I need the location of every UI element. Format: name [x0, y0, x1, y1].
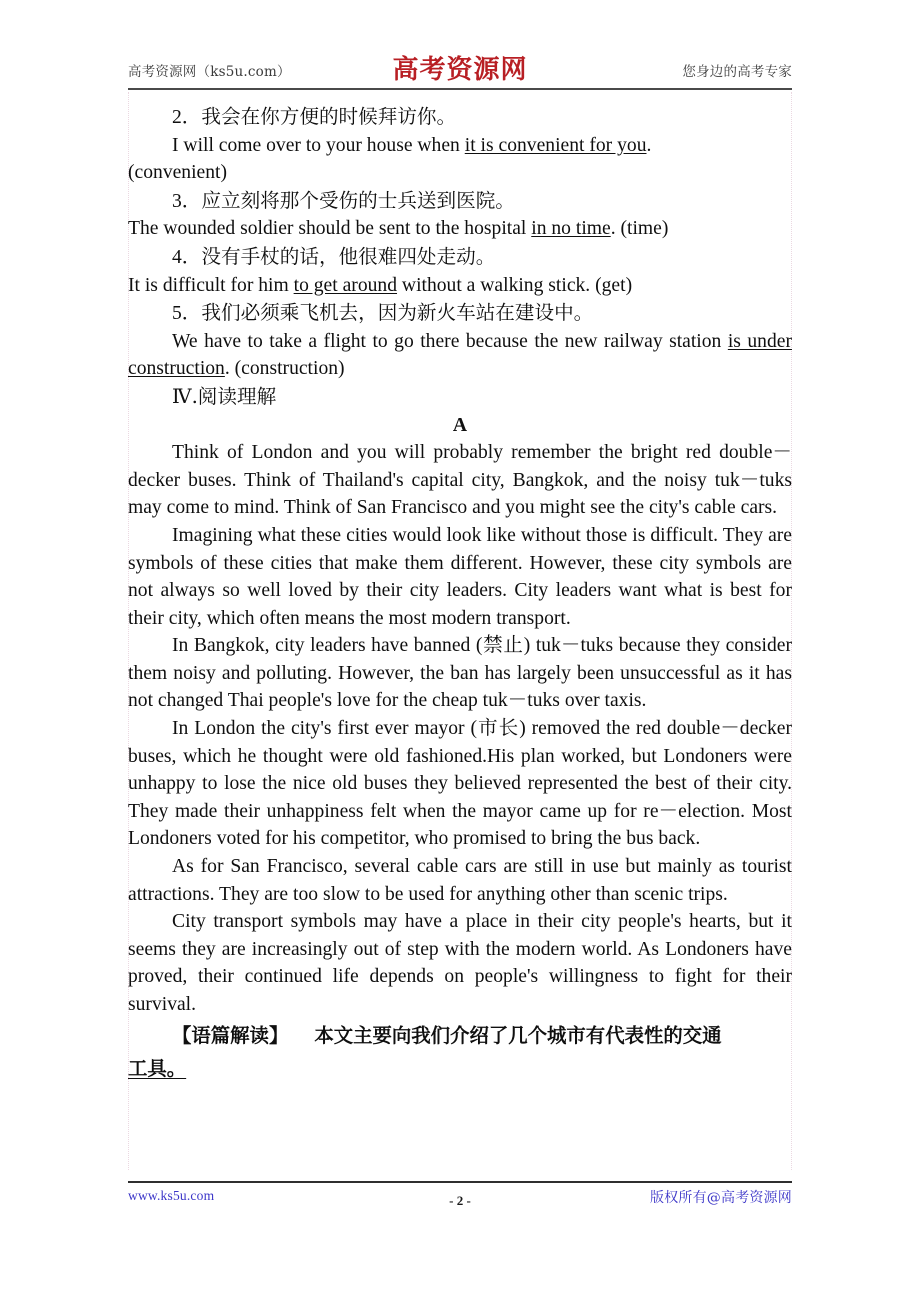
passage-paragraph-5: [128, 853, 792, 908]
exercise-2-english: [128, 132, 792, 187]
passage-paragraph-6-text: City transport symbols may have a place in their city people's hearts, but it seems they are increasingly out of step with the modern world. As Londoners have proved, their continued life depends on people's willingness to fight for their survival.: [128, 911, 792, 1015]
passage-label: A: [452, 414, 468, 436]
exercise-2-english-after: .: [646, 134, 652, 156]
header-slogan: 您身边的高考专家: [682, 64, 792, 80]
page-footer: [128, 1186, 792, 1214]
exercise-4-english-before: It is difficult for him: [128, 274, 294, 296]
reading-section-heading: [128, 383, 792, 412]
exercise-3-english-before: The wounded soldier should be sent to the hospital: [128, 218, 532, 240]
exercise-4-answer: to get around: [293, 274, 398, 296]
footer-copyright: 版权所有@高考资源网: [650, 1190, 792, 1206]
footer-url[interactable]: www.ks5u.com: [128, 1188, 215, 1203]
exercise-5-chinese: [128, 299, 792, 328]
analysis-text-line2: 工具。: [128, 1056, 187, 1080]
header-divider: [128, 88, 792, 90]
passage-paragraph-1: [128, 439, 792, 522]
page-number: - 2 -: [449, 1193, 471, 1208]
exercise-3-english-after: . (time): [610, 218, 669, 240]
exercise-4-english: [128, 272, 792, 300]
analysis-text-line1: 本文主要向我们介绍了几个城市有代表性的交通: [314, 1023, 722, 1047]
page-header: [128, 56, 792, 92]
exercise-2-english-before: I will come over to your house when: [172, 134, 465, 156]
exercise-5-english-before: We have to take a flight to go there because the new railway station: [172, 330, 728, 352]
passage-paragraph-4-text: In London the city's first ever mayor (市长) removed the red double－decker buses, which he thought were old fashioned.His plan worked, but Londoners were unhappy to lose the nice old buses they believed represented the best of their city. They made their unhappiness felt when the mayor came up for re－election. Most Londoners voted for his competitor, who promised to bring the bus back.: [128, 718, 792, 850]
passage-paragraph-4: [128, 715, 792, 853]
exercise-3-chinese: [128, 187, 792, 216]
exercise-2-hint: (convenient): [128, 162, 228, 184]
exercise-5-english: [128, 328, 792, 383]
passage-paragraph-3: [128, 632, 792, 715]
passage-paragraph-1-text: Think of London and you will probably remember the bright red double－decker buses. Think of Thailand's capital city, Bangkok, and the noisy tuk－tuks may come to mind. Think of San Francisco and you might see the city's cable cars.: [128, 442, 792, 519]
passage-paragraph-3-text: In Bangkok, city leaders have banned (禁止) tuk－tuks because they consider them noisy and polluting. However, the ban has largely been unsuccessful as it has not changed Thai people's love for the cheap tuk－tuks over taxis.: [128, 635, 792, 712]
exercise-3-answer: in no time: [531, 218, 611, 240]
exercise-5-answer: is under construction: [128, 330, 792, 380]
exercise-5-english-after: . (construction): [224, 358, 345, 380]
exercise-2-answer: it is convenient for you: [464, 134, 647, 156]
passage-paragraph-6: [128, 908, 792, 1018]
header-site-label: 高考资源网（ks5u.com）: [128, 64, 291, 80]
exercise-3-chinese-text: 应立刻将那个受伤的士兵送到医院。: [201, 188, 515, 212]
reading-section-heading-text: Ⅳ.阅读理解: [172, 384, 277, 408]
document-body: [128, 103, 792, 1085]
exercise-2-chinese-text: 我会在你方便的时候拜访你。: [201, 105, 457, 128]
analysis-label: 【语篇解读】: [172, 1023, 289, 1047]
exercise-2-chinese: [128, 103, 792, 132]
exercise-4-chinese-text: 没有手杖的话，他很难四处走动。: [201, 244, 496, 268]
exercise-4-number: 4．: [172, 246, 202, 268]
exercise-3-number: 3．: [172, 190, 202, 212]
exercise-4-chinese: [128, 243, 792, 272]
exercise-2-number: 2．: [172, 107, 202, 128]
exercise-5-chinese-text: 我们必须乘飞机去，因为新火车站在建设中。: [201, 301, 594, 325]
exercise-5-number: 5．: [172, 303, 202, 325]
passage-paragraph-2-text: Imagining what these cities would look like without those is difficult. They are symbols of these cities that make them different. However, these city symbols are not always so well loved by their city leaders. City leaders want what is best for their city, which often means the most modern transport.: [128, 524, 792, 629]
exercise-4-english-after: without a walking stick. (get): [397, 274, 633, 296]
footer-divider: [128, 1181, 792, 1183]
passage-paragraph-2: [128, 522, 792, 632]
passage-analysis: [128, 1019, 792, 1085]
header-logo: 高考资源网: [392, 55, 528, 85]
exercise-3-english: [128, 215, 792, 243]
passage-paragraph-5-text: As for San Francisco, several cable cars are still in use but mainly as tourist attractions. They are too slow to be used for anything other than scenic trips.: [128, 856, 792, 905]
